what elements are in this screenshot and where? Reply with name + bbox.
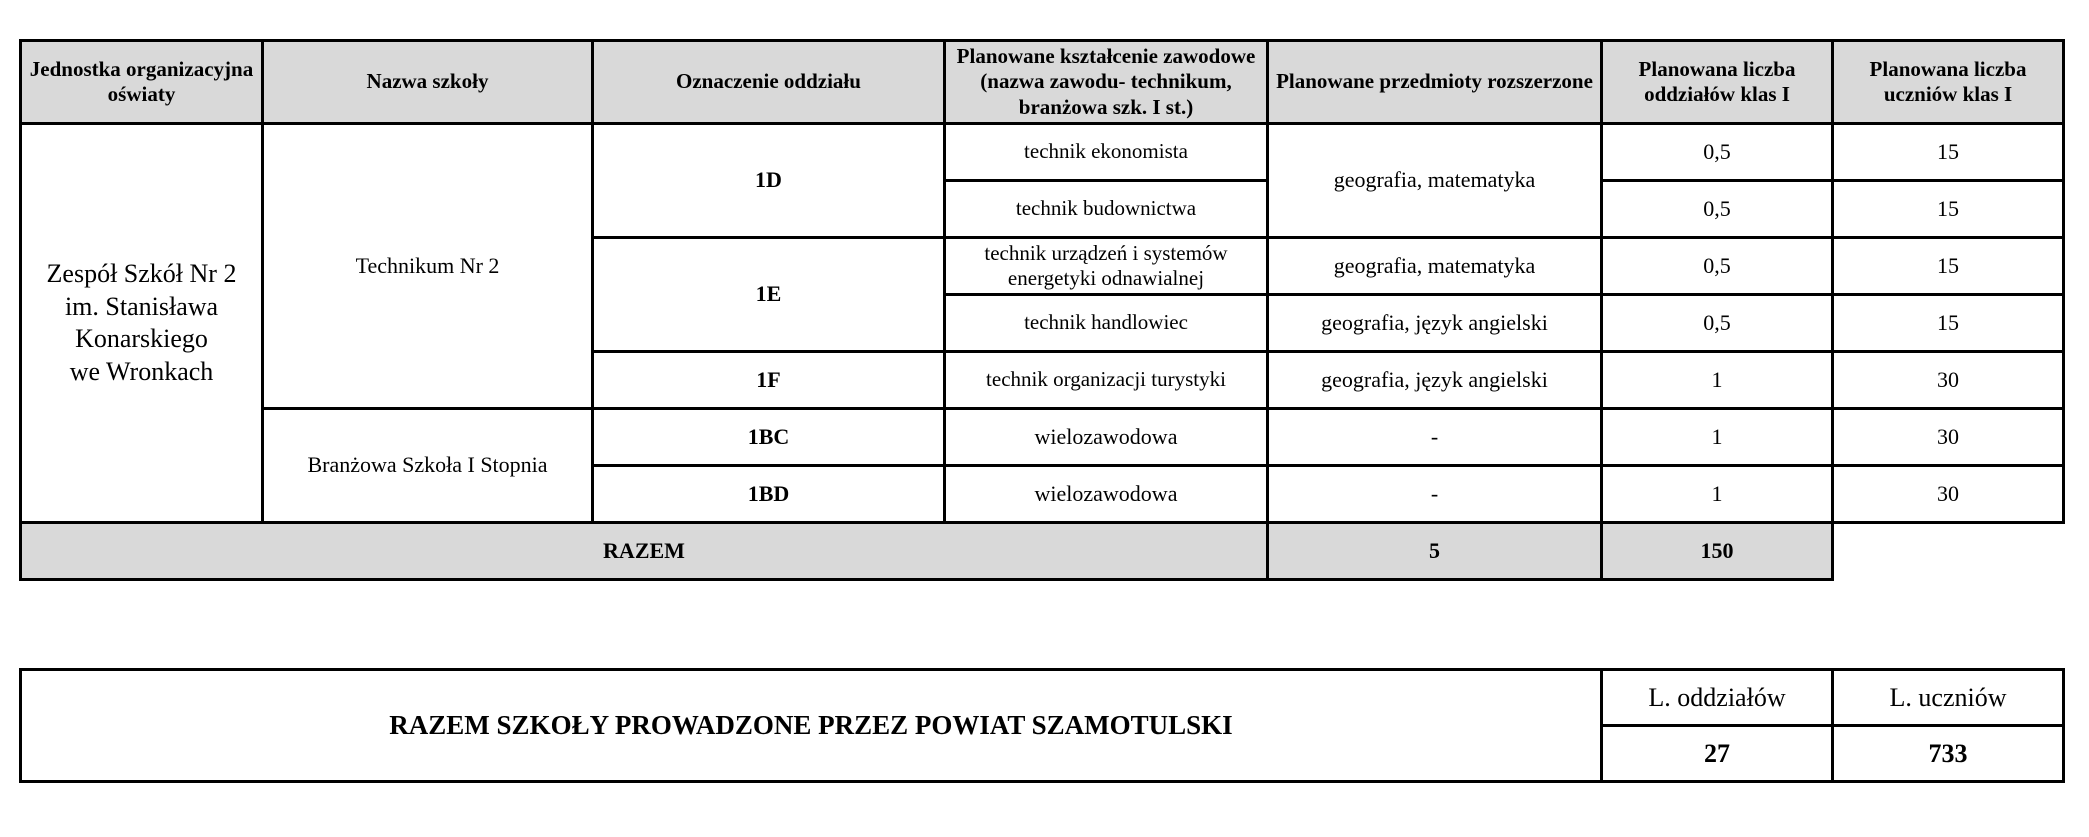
profession-cell: technik budownictwa	[945, 181, 1268, 238]
total-row	[21, 523, 2064, 580]
header-branch-code: Oznaczenie oddziału	[593, 41, 945, 124]
branches-cell: 0,5	[1602, 295, 1833, 352]
branch-code: 1D	[593, 124, 945, 238]
school-name-branzowa: Branżowa Szkoła I Stopnia	[263, 409, 593, 523]
table-row	[21, 409, 2064, 466]
table-row	[21, 124, 2064, 181]
total-label: RAZEM	[21, 523, 1268, 580]
unit-cell	[21, 124, 263, 523]
summary-students-value: 733	[1833, 726, 2064, 782]
branch-code: 1BC	[593, 409, 945, 466]
unit-line: im. Stanisława	[64, 291, 219, 321]
subjects-cell: -	[1268, 466, 1602, 523]
branch-code: 1BD	[593, 466, 945, 523]
unit-line: Konarskiego	[75, 324, 208, 353]
branches-cell: 1	[1602, 352, 1833, 409]
header-vocational: Planowane kształcenie zawodowe (nazwa zawodu- technikum, branżowa szk. I st.)	[945, 41, 1268, 124]
total-students: 150	[1602, 523, 1833, 580]
summary-branches-label: L. oddziałów	[1602, 670, 1833, 726]
profession-cell: technik organizacji turystyki	[945, 352, 1268, 409]
students-cell: 30	[1833, 466, 2064, 523]
subjects-cell: geografia, matematyka	[1268, 124, 1602, 238]
branches-cell: 1	[1602, 409, 1833, 466]
branch-code: 1E	[593, 238, 945, 352]
total-branches: 5	[1268, 523, 1602, 580]
students-cell: 15	[1833, 181, 2064, 238]
header-row	[21, 41, 2064, 124]
header-school-name: Nazwa szkoły	[263, 41, 593, 124]
students-cell: 30	[1833, 409, 2064, 466]
branches-cell: 1	[1602, 466, 1833, 523]
summary-header-row	[21, 670, 2064, 726]
summary-students-label: L. uczniów	[1833, 670, 2064, 726]
students-cell: 15	[1833, 124, 2064, 181]
header-students-count: Planowana liczba uczniów klas I	[1833, 41, 2064, 124]
enrollment-plan-table	[19, 39, 2065, 581]
branch-code: 1F	[593, 352, 945, 409]
unit-line: we Wronkach	[69, 356, 214, 386]
subjects-cell: geografia, język angielski	[1268, 352, 1602, 409]
profession-cell: technik ekonomista	[945, 124, 1268, 181]
profession-cell: wielozawodowa	[945, 409, 1268, 466]
summary-title: RAZEM SZKOŁY PROWADZONE PRZEZ POWIAT SZAMOTULSKI	[21, 670, 1602, 782]
summary-branches-value: 27	[1602, 726, 1833, 782]
subjects-cell: geografia, matematyka	[1268, 238, 1602, 295]
students-cell: 15	[1833, 295, 2064, 352]
students-cell: 30	[1833, 352, 2064, 409]
header-subjects: Planowane przedmioty rozszerzone	[1268, 41, 1602, 124]
subjects-cell: -	[1268, 409, 1602, 466]
profession-cell: technik handlowiec	[945, 295, 1268, 352]
header-unit: Jednostka organizacyjna oświaty	[21, 41, 263, 124]
profession-cell: wielozawodowa	[945, 466, 1268, 523]
unit-line: Zespół Szkół Nr 2	[46, 259, 237, 288]
county-summary-table	[19, 668, 2065, 783]
profession-cell: technik urządzeń i systemów energetyki odnawialnej	[945, 238, 1268, 295]
header-branches-count: Planowana liczba oddziałów klas I	[1602, 41, 1833, 124]
school-name-technikum: Technikum Nr 2	[263, 124, 593, 409]
students-cell: 15	[1833, 238, 2064, 295]
subjects-cell: geografia, język angielski	[1268, 295, 1602, 352]
branches-cell: 0,5	[1602, 181, 1833, 238]
branches-cell: 0,5	[1602, 124, 1833, 181]
branches-cell: 0,5	[1602, 238, 1833, 295]
